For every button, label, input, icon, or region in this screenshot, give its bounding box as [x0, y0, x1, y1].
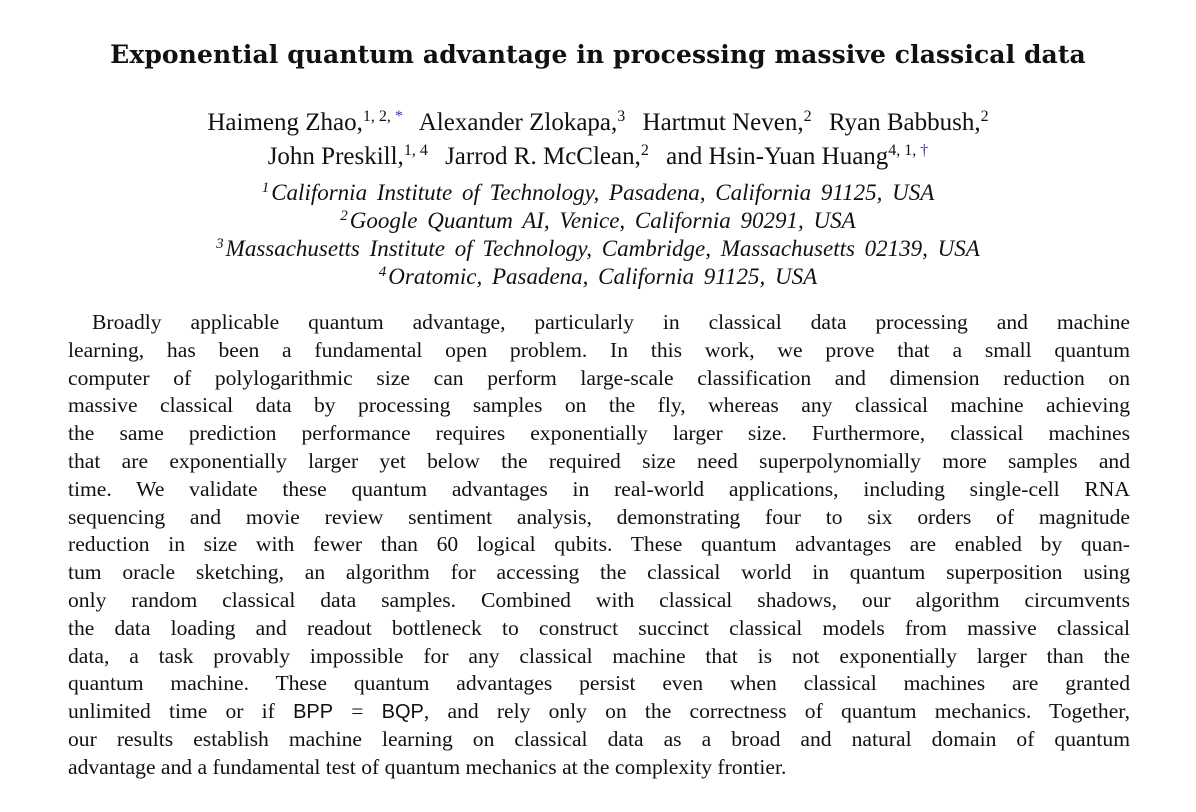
abstract-line: data, a task provably impossible for any classical machine that is not exponentially larger than the: [68, 643, 1130, 668]
abstract-line: massive classical data by processing samples on the fly, whereas any classical machine achieving: [68, 393, 1130, 418]
abstract-line: our results establish machine learning on classical data as a broad and natural domain of quantum: [68, 726, 1130, 751]
author-affiliation-marks: 1, 2, *: [362, 108, 403, 125]
author-list: [0, 106, 1196, 174]
complexity-class-bqp: BQP: [381, 701, 424, 724]
abstract-line: advantage and a fundamental test of quantum mechanics at the complexity frontier.: [68, 754, 787, 779]
abstract-line: that are exponentially larger yet below the required size need superpolynomially more samples and: [68, 448, 1130, 473]
abstract-line: reduction in size with fewer than 60 logical qubits. These quantum advantages are enabled by quan-: [68, 532, 1130, 557]
author: [268, 143, 428, 170]
abstract-line: Broadly applicable quantum advantage, particularly in classical data processing and machine: [92, 310, 1130, 334]
affiliation-text: Oratomic, Pasadena, California 91125, USA: [388, 264, 818, 289]
author-line-2: [0, 140, 1196, 174]
abstract-line: unlimited time or if BPP = BQP, and rely only on the correctness of quantum mechanics. Together,: [68, 699, 1130, 724]
author: [666, 143, 928, 170]
corresponding-author-mark[interactable]: †: [916, 142, 929, 159]
abstract-line: the data loading and readout bottleneck to construct succinct classical models from massive classical: [68, 615, 1130, 640]
author: [829, 109, 989, 136]
abstract-line: only random classical data samples. Combined with classical shadows, our algorithm circumvents: [68, 587, 1130, 612]
paper-title: Exponential quantum advantage in processing massive classical data: [110, 40, 1086, 69]
author-name: Ryan Babbush,: [828, 109, 981, 136]
affiliation-number: 2: [340, 208, 348, 224]
affiliation-number: 1: [261, 180, 270, 196]
affiliation: [0, 263, 1196, 291]
author-line-1: [0, 106, 1196, 140]
author-name: Haimeng Zhao,: [207, 109, 363, 136]
author-name: John Preskill,: [267, 143, 404, 170]
author-affiliation-marks: 2: [803, 108, 812, 125]
abstract-line: computer of polylogarithmic size can perform large-scale classification and dimension reduction on: [68, 365, 1130, 390]
affiliation-text: Google Quantum AI, Venice, California 90291, USA: [349, 208, 856, 233]
complexity-class-bpp: BPP: [293, 701, 334, 724]
author-affiliation-marks: 1, 4: [403, 142, 428, 159]
corresponding-author-mark[interactable]: *: [390, 108, 403, 125]
abstract-line: time. We validate these quantum advantages in real-world applications, including single-cell RNA: [68, 476, 1130, 501]
author: [207, 109, 403, 136]
affiliation-list: [0, 179, 1196, 291]
affiliation: [0, 235, 1196, 263]
author-affiliation-marks: 3: [617, 108, 626, 125]
author-name: Alexander Zlokapa,: [418, 109, 618, 136]
abstract-line: tum oracle sketching, an algorithm for accessing the classical world in quantum superposition using: [68, 560, 1130, 585]
author-name: Hartmut Neven,: [642, 109, 804, 136]
affiliation-number: 4: [378, 264, 387, 280]
author-affiliation-marks: 2: [640, 142, 649, 159]
author: [445, 143, 649, 170]
affiliation-text: Massachusetts Institute of Technology, Cambridge, Massachusetts 02139, USA: [225, 236, 980, 261]
author-name: and Hsin-Yuan Huang: [666, 143, 889, 170]
author-name: Jarrod R. McClean,: [445, 143, 641, 170]
affiliation: [0, 207, 1196, 235]
abstract: [68, 309, 1130, 782]
affiliation-number: 3: [216, 236, 224, 252]
affiliation-text: California Institute of Technology, Pasadena, California 91125, USA: [271, 180, 935, 205]
abstract-line: sequencing and movie review sentiment analysis, demonstrating four to six orders of magnitude: [68, 504, 1130, 529]
abstract-line: the same prediction performance requires exponentially larger size. Furthermore, classical machines: [68, 421, 1130, 446]
abstract-line: quantum machine. These quantum advantages persist even when classical machines are granted: [68, 671, 1130, 696]
author: [419, 109, 626, 136]
author: [643, 109, 812, 136]
affiliation: [0, 179, 1196, 207]
author-affiliation-marks: 2: [980, 108, 989, 125]
abstract-line: learning, has been a fundamental open problem. In this work, we prove that a small quantum: [68, 337, 1130, 362]
author-affiliation-marks: 4, 1, †: [888, 142, 929, 159]
